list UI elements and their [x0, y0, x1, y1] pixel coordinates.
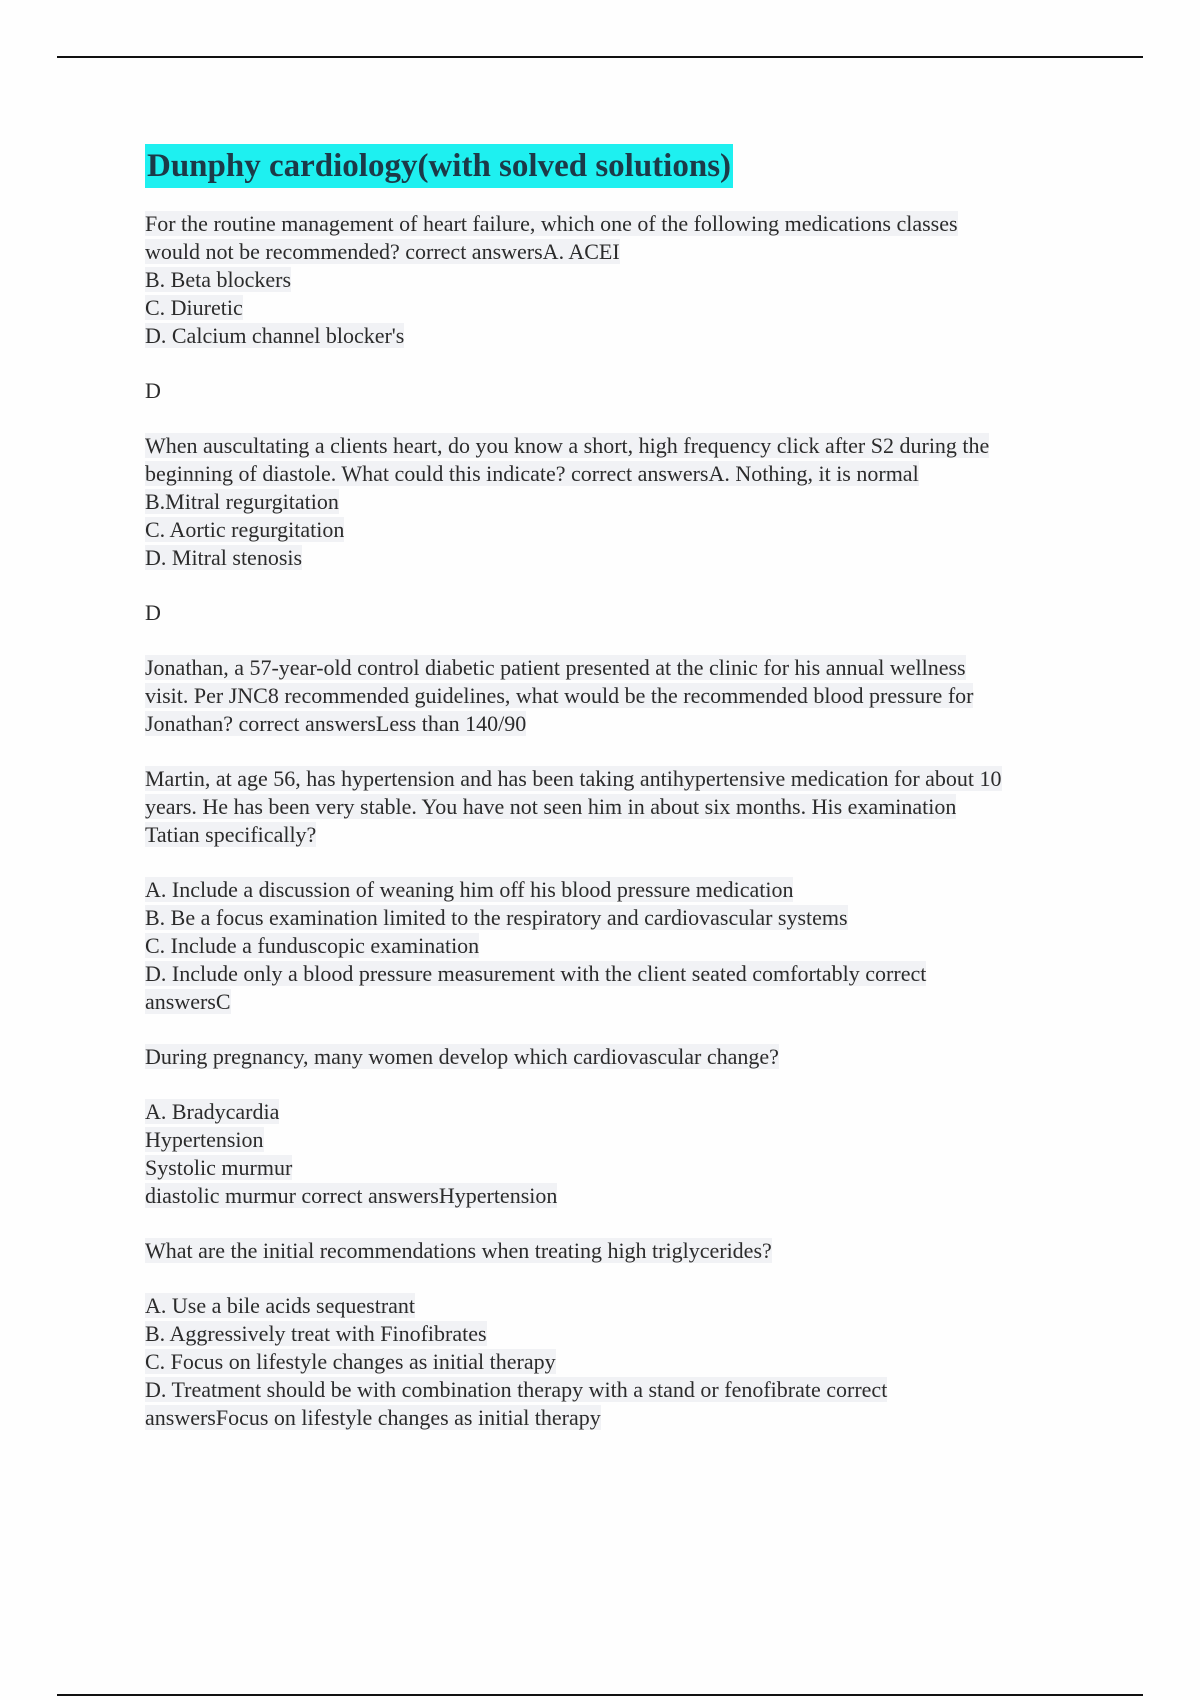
- text-line: Hypertension: [145, 1127, 264, 1152]
- text-line: Jonathan? correct answersLess than 140/90: [145, 711, 527, 736]
- text-line: What are the initial recommendations when treating high triglycerides?: [145, 1238, 772, 1263]
- text-line: would not be recommended? correct answersA. ACEI: [145, 239, 620, 264]
- text-line: D. Calcium channel blocker's: [145, 323, 405, 348]
- question-block: [145, 654, 1105, 738]
- footer-rule: [57, 1694, 1143, 1696]
- question-block: [145, 1043, 1105, 1071]
- question-block: [145, 432, 1105, 572]
- text-line: D. Mitral stenosis: [145, 545, 303, 570]
- text-line: For the routine management of heart failure, which one of the following medications classes: [145, 211, 958, 236]
- answer-block: [145, 377, 1105, 405]
- options-block: [145, 1098, 1105, 1210]
- text-line: D. Include only a blood pressure measurement with the client seated comfortably correct: [145, 961, 927, 986]
- text-line: diastolic murmur correct answersHypertension: [145, 1183, 558, 1208]
- text-line: C. Focus on lifestyle changes as initial therapy: [145, 1349, 556, 1374]
- text-line: C. Include a funduscopic examination: [145, 933, 480, 958]
- text-line: A. Include a discussion of weaning him off his blood pressure medication: [145, 877, 794, 902]
- text-line: A. Bradycardia: [145, 1099, 280, 1124]
- text-line: beginning of diastole. What could this indicate? correct answersA. Nothing, it is normal: [145, 461, 919, 486]
- header-rule: [57, 56, 1143, 58]
- text-line: D. Treatment should be with combination therapy with a stand or fenofibrate correct: [145, 1377, 888, 1402]
- text-line: Tatian specifically?: [145, 822, 317, 847]
- text-line: B. Beta blockers: [145, 267, 292, 292]
- text-line: During pregnancy, many women develop which cardiovascular change?: [145, 1044, 779, 1069]
- question-block: [145, 1237, 1105, 1265]
- options-block: [145, 1292, 1105, 1432]
- document-title: Dunphy cardiology(with solved solutions): [145, 144, 733, 188]
- document-body: [145, 144, 1105, 1459]
- text-line: D: [145, 378, 161, 403]
- text-line: D: [145, 600, 161, 625]
- text-line: Martin, at age 56, has hypertension and has been taking antihypertensive medication for about 10: [145, 766, 1002, 791]
- options-block: [145, 876, 1105, 1016]
- question-block: [145, 210, 1105, 350]
- text-line: B.Mitral regurgitation: [145, 489, 339, 514]
- text-line: visit. Per JNC8 recommended guidelines, what would be the recommended blood pressure for: [145, 683, 974, 708]
- text-line: A. Use a bile acids sequestrant: [145, 1293, 416, 1318]
- text-line: When auscultating a clients heart, do you know a short, high frequency click after S2 during the: [145, 433, 990, 458]
- text-line: B. Aggressively treat with Finofibrates: [145, 1321, 487, 1346]
- text-line: years. He has been very stable. You have not seen him in about six months. His examination: [145, 794, 957, 819]
- text-line: answersC: [145, 989, 231, 1014]
- text-line: C. Diuretic: [145, 295, 243, 320]
- text-line: Systolic murmur: [145, 1155, 293, 1180]
- answer-block: [145, 599, 1105, 627]
- text-line: B. Be a focus examination limited to the respiratory and cardiovascular systems: [145, 905, 848, 930]
- text-line: Jonathan, a 57-year-old control diabetic patient presented at the clinic for his annual wellness: [145, 655, 966, 680]
- text-line: C. Aortic regurgitation: [145, 517, 345, 542]
- text-line: answersFocus on lifestyle changes as initial therapy: [145, 1405, 601, 1430]
- question-block: [145, 765, 1105, 849]
